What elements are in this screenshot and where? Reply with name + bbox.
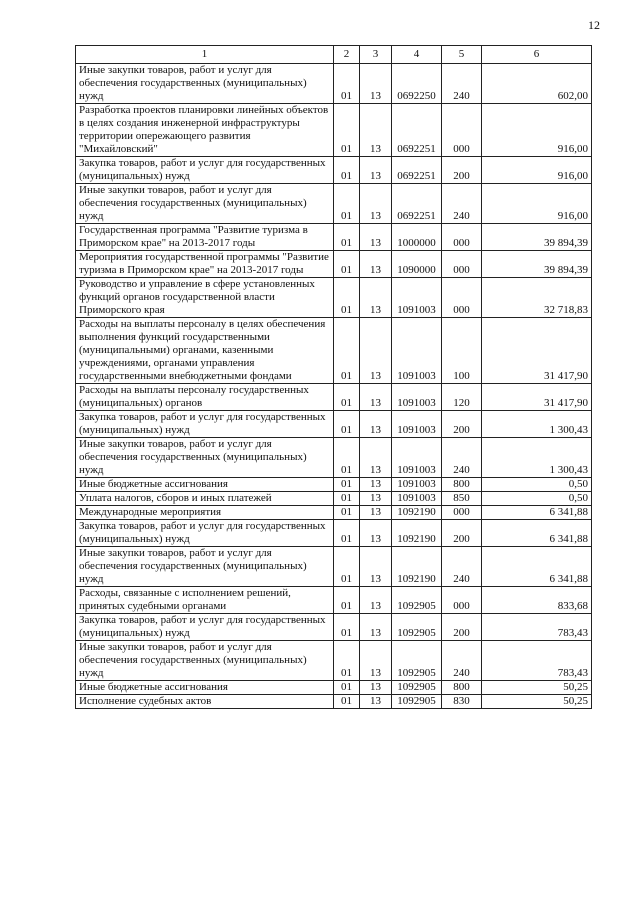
subsection-code-cell: 13 bbox=[360, 318, 392, 384]
subsection-code-cell: 13 bbox=[360, 384, 392, 411]
item-name-cell: Расходы на выплаты персоналу в целях обеспечения выполнения функций государственными (муниципальными) органами, казенными учреждениями, органами управления государственными внебюджетными фондами bbox=[76, 318, 334, 384]
expense-type-code-cell: 800 bbox=[442, 681, 482, 695]
amount-cell: 783,43 bbox=[482, 641, 592, 681]
section-code-cell: 01 bbox=[334, 438, 360, 478]
section-code-cell: 01 bbox=[334, 492, 360, 506]
table-row bbox=[76, 438, 592, 478]
table-row bbox=[76, 224, 592, 251]
subsection-code-cell: 13 bbox=[360, 438, 392, 478]
subsection-code-cell: 13 bbox=[360, 587, 392, 614]
item-name-cell: Государственная программа "Развитие туризма в Приморском крае" на 2013-2017 годы bbox=[76, 224, 334, 251]
section-code-cell: 01 bbox=[334, 184, 360, 224]
amount-cell: 50,25 bbox=[482, 681, 592, 695]
expense-type-code-cell: 200 bbox=[442, 520, 482, 547]
target-article-code-cell: 1091003 bbox=[392, 492, 442, 506]
subsection-code-cell: 13 bbox=[360, 278, 392, 318]
header-col-1: 1 bbox=[76, 46, 334, 64]
item-name-cell: Уплата налогов, сборов и иных платежей bbox=[76, 492, 334, 506]
target-article-code-cell: 0692251 bbox=[392, 184, 442, 224]
item-name-cell: Иные закупки товаров, работ и услуг для обеспечения государственных (муниципальных) нужд bbox=[76, 547, 334, 587]
target-article-code-cell: 0692251 bbox=[392, 104, 442, 157]
expense-type-code-cell: 200 bbox=[442, 614, 482, 641]
expense-type-code-cell: 000 bbox=[442, 278, 482, 318]
table-row bbox=[76, 157, 592, 184]
expense-type-code-cell: 200 bbox=[442, 411, 482, 438]
amount-cell: 783,43 bbox=[482, 614, 592, 641]
section-code-cell: 01 bbox=[334, 695, 360, 709]
table-row bbox=[76, 384, 592, 411]
header-col-4: 4 bbox=[392, 46, 442, 64]
item-name-cell: Международные мероприятия bbox=[76, 506, 334, 520]
expense-type-code-cell: 240 bbox=[442, 641, 482, 681]
target-article-code-cell: 1090000 bbox=[392, 251, 442, 278]
table-row bbox=[76, 411, 592, 438]
amount-cell: 916,00 bbox=[482, 184, 592, 224]
subsection-code-cell: 13 bbox=[360, 251, 392, 278]
table-row bbox=[76, 104, 592, 157]
item-name-cell: Иные закупки товаров, работ и услуг для обеспечения государственных (муниципальных) нужд bbox=[76, 438, 334, 478]
subsection-code-cell: 13 bbox=[360, 520, 392, 547]
item-name-cell: Закупка товаров, работ и услуг для государственных (муниципальных) нужд bbox=[76, 157, 334, 184]
amount-cell: 31 417,90 bbox=[482, 384, 592, 411]
target-article-code-cell: 1092905 bbox=[392, 681, 442, 695]
target-article-code-cell: 1091003 bbox=[392, 438, 442, 478]
amount-cell: 6 341,88 bbox=[482, 547, 592, 587]
subsection-code-cell: 13 bbox=[360, 641, 392, 681]
amount-cell: 6 341,88 bbox=[482, 506, 592, 520]
expense-type-code-cell: 000 bbox=[442, 587, 482, 614]
expense-type-code-cell: 000 bbox=[442, 251, 482, 278]
target-article-code-cell: 1091003 bbox=[392, 278, 442, 318]
target-article-code-cell: 1091003 bbox=[392, 478, 442, 492]
amount-cell: 39 894,39 bbox=[482, 224, 592, 251]
section-code-cell: 01 bbox=[334, 251, 360, 278]
table-row bbox=[76, 478, 592, 492]
amount-cell: 0,50 bbox=[482, 478, 592, 492]
section-code-cell: 01 bbox=[334, 104, 360, 157]
item-name-cell: Закупка товаров, работ и услуг для государственных (муниципальных) нужд bbox=[76, 614, 334, 641]
item-name-cell: Расходы, связанные с исполнением решений, принятых судебными органами bbox=[76, 587, 334, 614]
expense-type-code-cell: 000 bbox=[442, 104, 482, 157]
item-name-cell: Мероприятия государственной программы "Развитие туризма в Приморском крае" на 2013-2017 годы bbox=[76, 251, 334, 278]
table-row bbox=[76, 587, 592, 614]
target-article-code-cell: 1092190 bbox=[392, 547, 442, 587]
header-col-3: 3 bbox=[360, 46, 392, 64]
table-row bbox=[76, 681, 592, 695]
section-code-cell: 01 bbox=[334, 224, 360, 251]
target-article-code-cell: 0692251 bbox=[392, 157, 442, 184]
expense-type-code-cell: 850 bbox=[442, 492, 482, 506]
section-code-cell: 01 bbox=[334, 641, 360, 681]
item-name-cell: Расходы на выплаты персоналу государственных (муниципальных) органов bbox=[76, 384, 334, 411]
section-code-cell: 01 bbox=[334, 478, 360, 492]
subsection-code-cell: 13 bbox=[360, 492, 392, 506]
target-article-code-cell: 1092905 bbox=[392, 614, 442, 641]
amount-cell: 39 894,39 bbox=[482, 251, 592, 278]
expense-type-code-cell: 120 bbox=[442, 384, 482, 411]
amount-cell: 1 300,43 bbox=[482, 411, 592, 438]
item-name-cell: Руководство и управление в сфере установленных функций органов государственной власти Приморского края bbox=[76, 278, 334, 318]
expense-type-code-cell: 000 bbox=[442, 224, 482, 251]
budget-table bbox=[75, 45, 592, 709]
amount-cell: 32 718,83 bbox=[482, 278, 592, 318]
table-row bbox=[76, 184, 592, 224]
table-body bbox=[76, 64, 592, 709]
table-row bbox=[76, 64, 592, 104]
subsection-code-cell: 13 bbox=[360, 506, 392, 520]
subsection-code-cell: 13 bbox=[360, 547, 392, 587]
target-article-code-cell: 1092905 bbox=[392, 641, 442, 681]
section-code-cell: 01 bbox=[334, 318, 360, 384]
amount-cell: 833,68 bbox=[482, 587, 592, 614]
subsection-code-cell: 13 bbox=[360, 411, 392, 438]
section-code-cell: 01 bbox=[334, 384, 360, 411]
section-code-cell: 01 bbox=[334, 157, 360, 184]
section-code-cell: 01 bbox=[334, 547, 360, 587]
subsection-code-cell: 13 bbox=[360, 64, 392, 104]
expense-type-code-cell: 240 bbox=[442, 438, 482, 478]
expense-type-code-cell: 200 bbox=[442, 157, 482, 184]
item-name-cell: Исполнение судебных актов bbox=[76, 695, 334, 709]
target-article-code-cell: 1000000 bbox=[392, 224, 442, 251]
section-code-cell: 01 bbox=[334, 614, 360, 641]
table-row bbox=[76, 318, 592, 384]
header-col-2: 2 bbox=[334, 46, 360, 64]
header-row bbox=[76, 46, 592, 64]
target-article-code-cell: 1092190 bbox=[392, 506, 442, 520]
table-row bbox=[76, 251, 592, 278]
amount-cell: 50,25 bbox=[482, 695, 592, 709]
amount-cell: 0,50 bbox=[482, 492, 592, 506]
header-col-5: 5 bbox=[442, 46, 482, 64]
table-row bbox=[76, 520, 592, 547]
item-name-cell: Иные закупки товаров, работ и услуг для обеспечения государственных (муниципальных) нужд bbox=[76, 184, 334, 224]
item-name-cell: Разработка проектов планировки линейных объектов в целях создания инженерной инфраструктуры территории опережающего развития "Михайловский" bbox=[76, 104, 334, 157]
target-article-code-cell: 1091003 bbox=[392, 318, 442, 384]
item-name-cell: Иные закупки товаров, работ и услуг для обеспечения государственных (муниципальных) нужд bbox=[76, 64, 334, 104]
table-row bbox=[76, 506, 592, 520]
section-code-cell: 01 bbox=[334, 506, 360, 520]
subsection-code-cell: 13 bbox=[360, 478, 392, 492]
subsection-code-cell: 13 bbox=[360, 614, 392, 641]
amount-cell: 31 417,90 bbox=[482, 318, 592, 384]
section-code-cell: 01 bbox=[334, 411, 360, 438]
target-article-code-cell: 1092905 bbox=[392, 695, 442, 709]
section-code-cell: 01 bbox=[334, 278, 360, 318]
item-name-cell: Иные бюджетные ассигнования bbox=[76, 478, 334, 492]
subsection-code-cell: 13 bbox=[360, 681, 392, 695]
section-code-cell: 01 bbox=[334, 681, 360, 695]
amount-cell: 916,00 bbox=[482, 104, 592, 157]
table-row bbox=[76, 278, 592, 318]
subsection-code-cell: 13 bbox=[360, 695, 392, 709]
expense-type-code-cell: 100 bbox=[442, 318, 482, 384]
expense-type-code-cell: 830 bbox=[442, 695, 482, 709]
table-row bbox=[76, 695, 592, 709]
page-number: 12 bbox=[588, 18, 600, 32]
target-article-code-cell: 1092190 bbox=[392, 520, 442, 547]
amount-cell: 916,00 bbox=[482, 157, 592, 184]
subsection-code-cell: 13 bbox=[360, 104, 392, 157]
item-name-cell: Закупка товаров, работ и услуг для государственных (муниципальных) нужд bbox=[76, 520, 334, 547]
amount-cell: 1 300,43 bbox=[482, 438, 592, 478]
table-row bbox=[76, 614, 592, 641]
expense-type-code-cell: 000 bbox=[442, 506, 482, 520]
subsection-code-cell: 13 bbox=[360, 224, 392, 251]
item-name-cell: Закупка товаров, работ и услуг для государственных (муниципальных) нужд bbox=[76, 411, 334, 438]
table-row bbox=[76, 641, 592, 681]
amount-cell: 602,00 bbox=[482, 64, 592, 104]
expense-type-code-cell: 240 bbox=[442, 547, 482, 587]
target-article-code-cell: 1091003 bbox=[392, 411, 442, 438]
subsection-code-cell: 13 bbox=[360, 184, 392, 224]
table-row bbox=[76, 492, 592, 506]
header-col-6: 6 bbox=[482, 46, 592, 64]
target-article-code-cell: 1092905 bbox=[392, 587, 442, 614]
subsection-code-cell: 13 bbox=[360, 157, 392, 184]
table-row bbox=[76, 547, 592, 587]
section-code-cell: 01 bbox=[334, 520, 360, 547]
expense-type-code-cell: 800 bbox=[442, 478, 482, 492]
expense-type-code-cell: 240 bbox=[442, 184, 482, 224]
section-code-cell: 01 bbox=[334, 64, 360, 104]
item-name-cell: Иные бюджетные ассигнования bbox=[76, 681, 334, 695]
item-name-cell: Иные закупки товаров, работ и услуг для обеспечения государственных (муниципальных) нужд bbox=[76, 641, 334, 681]
amount-cell: 6 341,88 bbox=[482, 520, 592, 547]
target-article-code-cell: 1091003 bbox=[392, 384, 442, 411]
expense-type-code-cell: 240 bbox=[442, 64, 482, 104]
target-article-code-cell: 0692250 bbox=[392, 64, 442, 104]
section-code-cell: 01 bbox=[334, 587, 360, 614]
